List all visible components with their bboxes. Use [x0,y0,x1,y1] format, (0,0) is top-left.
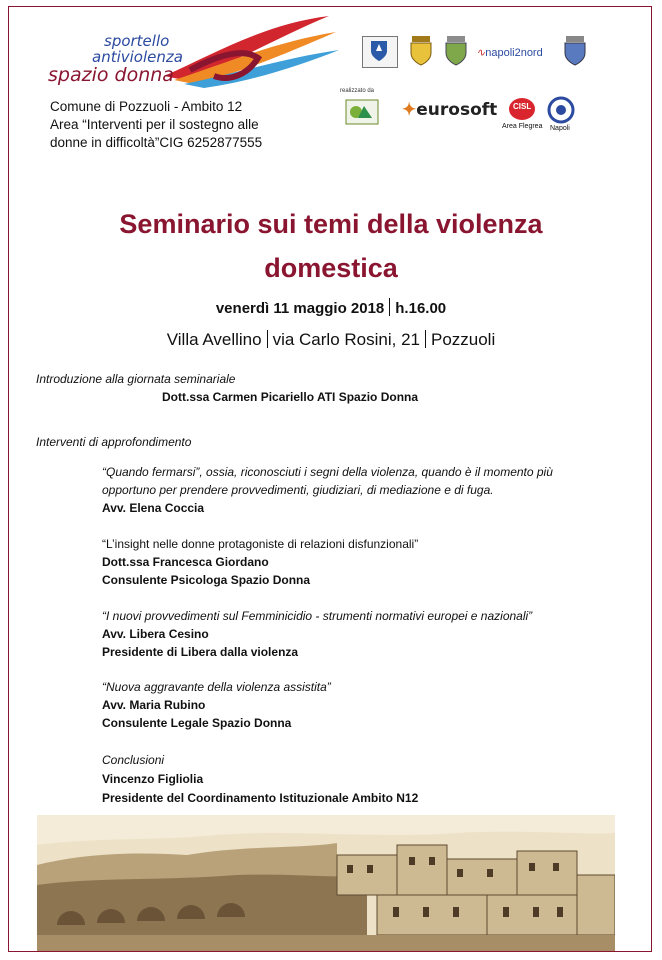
talk-4-role: Consulente Legale Spazio Donna [102,716,292,730]
talk-1-title-line-2: opportuno per prendere provvedimenti, giudiziari, di mediazione e di fuga. [102,483,494,497]
talk-1-title-rest: ossia, riconosciuti i segni della violenza, quando è il momento più [202,465,553,479]
napoli-circle-icon [546,96,576,124]
event-time: h.16.00 [395,300,447,317]
logo-line-2: antiviolenza [92,48,183,66]
intro-speaker: Dott.ssa Carmen Picariello ATI Spazio Donna [162,390,419,404]
comune-info [50,98,262,152]
talk-4-speaker: Avv. Maria Rubino [102,698,206,712]
comune-crest-3-icon [562,36,588,68]
event-city: Pozzuoli [430,330,496,349]
title-line-2: domestica [264,253,398,283]
title-line-1: Seminario sui temi della violenza [119,209,543,239]
intro-label: Introduzione alla giornata seminariale [36,372,236,386]
sponsor-logos-bottom [340,88,590,136]
cisl-text: CISL [513,102,532,111]
sponsor-logos-top [362,36,602,76]
talk-2-title: “L’insight nelle donne protagoniste di relazioni disfunzionali” [102,537,419,551]
seminar-title [40,202,622,290]
event-place [40,330,622,350]
event-address: via Carlo Rosini, 21 [272,330,420,349]
logo-line-1: sportello [104,32,170,50]
spazio-donna-logo [44,14,344,94]
comune-line-3: donne in difficoltà”CIG 6252877555 [50,135,263,150]
napoli2nord-logo: ∿napoli2nord [476,47,543,59]
talk-4-title: “Nuova aggravante della violenza assistita” [102,680,331,694]
napoli-logo [546,96,580,136]
talk-1-title-italic: “Quando fermarsi”, [102,465,203,479]
logo-line-3: spazio donna [48,64,174,86]
comune-line-1: Comune di Pozzuoli - Ambito 12 [50,99,243,114]
interventi-label: Interventi di approfondimento [36,435,192,449]
event-day: venerdì 11 maggio 2018 [215,300,385,317]
talk-1-title [102,465,553,479]
cora-logo-icon [344,98,380,126]
pozzuoli-engraving-illustration [37,815,615,951]
date-separator [389,298,390,316]
comune-crest-1-icon [408,36,434,66]
conclusioni-speaker: Vincenzo Figliolia [102,772,204,786]
conclusioni-role: Presidente del Coordinamento Istituzionale Ambito N12 [102,791,419,805]
talk-3-title: “I nuovi provvedimenti sul Femminicidio - strumenti normativi europei e nazionali” [102,609,533,623]
event-venue: Villa Avellino [166,330,262,349]
area-flegrea-text: Area Flegrea [502,123,543,130]
napoli2nord-text: napoli2nord [485,47,543,59]
eurosoft-text: eurosoft [416,100,498,120]
regione-campania-logo-icon [362,36,398,68]
napoli-text: Napoli [550,125,570,132]
comune-crest-2-icon [444,36,468,66]
eurosoft-logo: ✦eurosoft [402,100,498,120]
event-date [40,298,622,317]
comune-line-2: Area “Interventi per il sostegno alle [50,117,259,132]
conclusioni-label: Conclusioni [102,753,165,767]
place-separator-1 [267,330,268,348]
place-separator-2 [425,330,426,348]
talk-3-speaker: Avv. Libera Cesino [102,627,209,641]
realizzato-label: realizzato da [340,88,375,94]
talk-2-role: Consulente Psicologa Spazio Donna [102,573,311,587]
cisl-logo [502,96,542,136]
talk-2-speaker: Dott.ssa Francesca Giordano [102,555,269,569]
talk-3-role: Presidente di Libera dalla violenza [102,645,299,659]
talk-1-speaker: Avv. Elena Coccia [102,501,205,515]
